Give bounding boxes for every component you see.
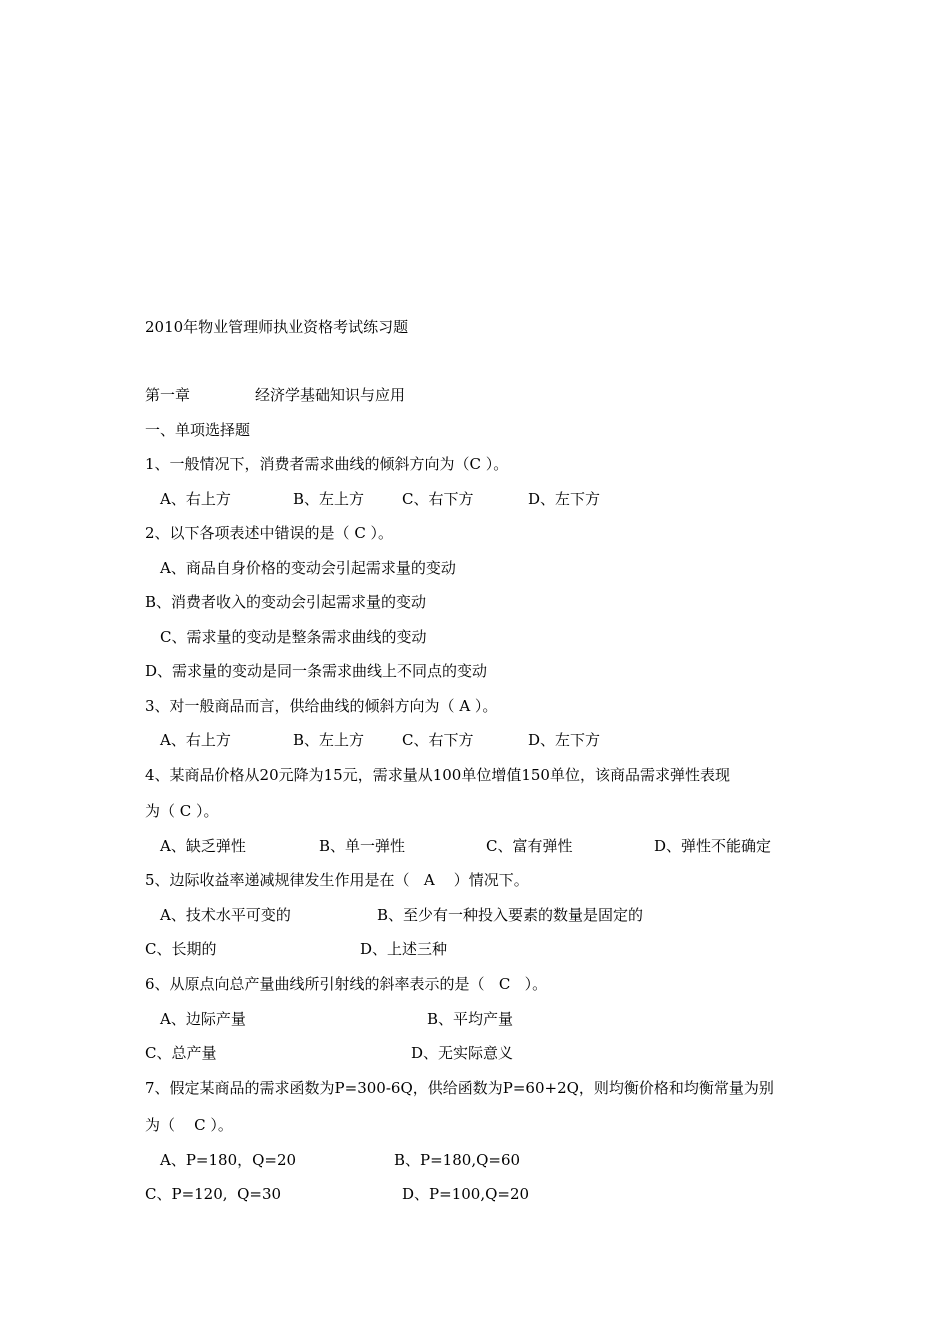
question-6-option-b: B、平均产量: [427, 1010, 514, 1028]
question-2-stem: 2、以下各项表述中错误的是（ C ）。: [145, 524, 394, 542]
question-1-option-d: D、左下方: [528, 490, 601, 508]
question-7-option-d: D、P=100,Q=20: [402, 1185, 530, 1203]
question-4-option-b: B、单一弹性: [319, 837, 406, 855]
question-7-stem-line-2: 为（ C ）。: [145, 1116, 233, 1134]
question-5-option-c: C、长期的: [145, 940, 217, 958]
question-6-option-c: C、总产量: [145, 1044, 217, 1062]
question-1-option-b: B、左上方: [293, 490, 365, 508]
question-6-stem: 6、从原点向总产量曲线所引射线的斜率表示的是（ C ）。: [145, 975, 548, 993]
question-4-option-d: D、弹性不能确定: [654, 837, 772, 855]
question-5-option-a: A、技术水平可变的: [160, 906, 291, 924]
question-4-stem-line-1: 4、某商品价格从20元降为15元，需求量从100单位增值150单位，该商品需求弹性表现: [145, 766, 730, 784]
question-5-option-b: B、至少有一种投入要素的数量是固定的: [377, 906, 644, 924]
question-7-option-c: C、P=120, Q=30: [145, 1185, 282, 1203]
chapter-name: 经济学基础知识与应用: [255, 386, 406, 404]
question-3-stem: 3、对一般商品而言，供给曲线的倾斜方向为（ A ）。: [145, 697, 498, 715]
question-3-option-d: D、左下方: [528, 731, 601, 749]
question-7-option-b: B、P=180,Q=60: [394, 1151, 521, 1169]
section-heading: 一、单项选择题: [145, 421, 251, 439]
question-6-option-d: D、无实际意义: [411, 1044, 514, 1062]
chapter-number: 第一章: [145, 386, 191, 404]
question-2-option-b: B、消费者收入的变动会引起需求量的变动: [145, 593, 427, 611]
question-7-option-a: A、P=180，Q=20: [160, 1151, 297, 1169]
question-3-option-a: A、右上方: [160, 731, 231, 749]
question-7-stem-line-1: 7、假定某商品的需求函数为P=300-6Q，供给函数为P=60+2Q，则均衡价格和均衡常量为别: [145, 1079, 774, 1097]
question-3-option-b: B、左上方: [293, 731, 365, 749]
question-1-option-a: A、右上方: [160, 490, 231, 508]
question-3-option-c: C、右下方: [402, 731, 474, 749]
question-4-option-c: C、富有弹性: [486, 837, 573, 855]
question-5-option-d: D、上述三种: [360, 940, 448, 958]
question-2-option-c: C、需求量的变动是整条需求曲线的变动: [160, 628, 427, 646]
question-1-stem: 1、一般情况下，消费者需求曲线的倾斜方向为（C ）。: [145, 455, 509, 473]
question-6-option-a: A、边际产量: [160, 1010, 246, 1028]
question-4-option-a: A、缺乏弹性: [160, 837, 246, 855]
document-title: 2010年物业管理师执业资格考试练习题: [145, 318, 409, 336]
question-1-option-c: C、右下方: [402, 490, 474, 508]
question-2-option-a: A、商品自身价格的变动会引起需求量的变动: [160, 559, 456, 577]
question-4-stem-line-2: 为（ C ）。: [145, 802, 219, 820]
question-5-stem: 5、边际收益率递减规律发生作用是在（ A ）情况下。: [145, 871, 529, 889]
question-2-option-d: D、需求量的变动是同一条需求曲线上不同点的变动: [145, 662, 488, 680]
